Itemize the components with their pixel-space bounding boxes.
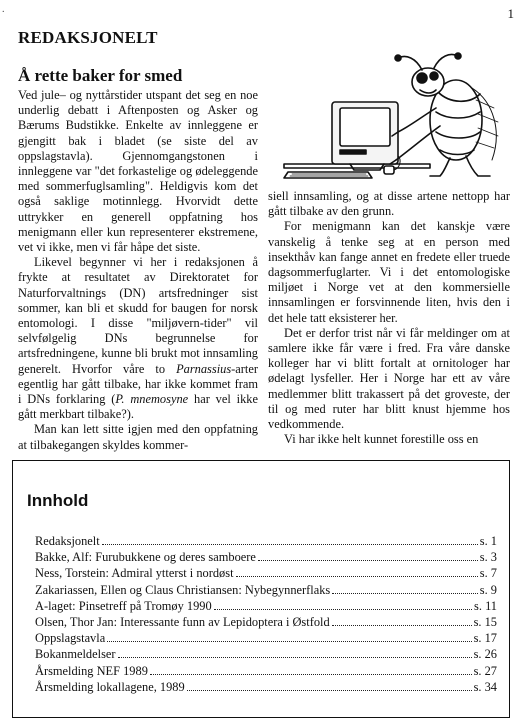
dot-leader [332, 593, 478, 594]
paragraph: For menigmann kan det kanskje være vanskelig å tenke seg at en person med insekthåv kan fange annet en fredete eller truede dagsommerfuglarter. Vi i det entomologiske miljøet i Norge vet at den kommersielle innsamlingen er forsvinnende liten, hvis den i det hele tatt eksisterer her. [268, 219, 510, 325]
toc-entry[interactable] [35, 582, 497, 598]
paragraph: Ved jule– og nyttårstider utspant det seg en noe underlig debatt i Aftenposten og Asker og Bærums Budstikke. Enkelte av innleggene er gjengitt bak i bladet (se siste del av oppslagstavla). Gjennomgangstonen i innleggene var "det forkastelige og ødeleggende med sommerfuglsamling". Heldigvis kom det også saklige motinnlegg. Hvorvidt dette uttrykker en generell oppfatning hos menigmann eller kun representerer ekstremene, vet vi ikke, men vi får håpe det siste. [18, 88, 258, 255]
toc-entry-title: Ness, Torstein: Admiral ytterst i nordøst [35, 566, 234, 581]
paragraph: Vi har ikke helt kunnet forestille oss en [284, 432, 479, 447]
toc-entry-title: Olsen, Thor Jan: Interessante funn av Lepidoptera i Østfold [35, 614, 330, 629]
dot-leader [118, 657, 472, 658]
toc-list [35, 533, 497, 695]
page-number: 1 [507, 6, 514, 21]
toc-entry[interactable] [35, 565, 497, 581]
toc-entry-page: s. 26 [473, 647, 497, 662]
toc-entry-page: s. 7 [479, 566, 497, 581]
corner-mark: . [2, 4, 5, 15]
paragraph: siell innsamling, og at disse artene nettopp har gått tilbake av den grunn. [268, 189, 510, 219]
toc-entry[interactable] [35, 679, 497, 695]
toc-entry-title: Oppslagstavla [35, 631, 106, 646]
article-column-right [268, 189, 510, 447]
dot-leader [332, 625, 472, 626]
toc-entry-title: A-laget: Pinsetreff på Tromøy 1990 [35, 598, 212, 613]
dot-leader [236, 576, 478, 577]
toc-title: Innhold [27, 491, 89, 510]
toc-entry-page: s. 27 [473, 663, 497, 678]
dot-leader [187, 690, 472, 691]
dot-leader [150, 674, 472, 675]
toc-entry-title: Årsmelding lokallagene, 1989 [35, 679, 185, 694]
section-title: REDAKSJONELT [18, 28, 158, 47]
table-of-contents [12, 460, 510, 718]
toc-entry[interactable] [35, 614, 497, 630]
toc-entry-page: s. 1 [479, 534, 497, 548]
species-name: Parnassius [176, 361, 232, 376]
toc-entry-page: s. 3 [479, 550, 497, 565]
toc-entry-page: s. 15 [473, 614, 497, 629]
toc-entry-page: s. 11 [474, 598, 497, 613]
toc-entry-title: Redaksjonelt [35, 534, 100, 548]
toc-entry-page: s. 9 [479, 582, 497, 597]
paragraph: Det er derfor trist når vi får meldinger om at samlere ikke får være i fred. Fra våre danske kolleger har vi blitt fortalt at ornitologer har ødelagt lysfeller. Her i Norge har ett av våre medlemmer blitt trakassert på det groveste, der til og med ruter har blitt knust hjemme hos vedkommende. [268, 325, 510, 432]
toc-entry-title: Zakariassen, Ellen og Claus Christiansen: Nybegynnerflaks [35, 582, 331, 597]
dot-leader [107, 641, 471, 642]
toc-entry-page: s. 17 [473, 631, 497, 646]
toc-entry[interactable] [35, 598, 497, 614]
toc-entry-title: Årsmelding NEF 1989 [35, 663, 148, 678]
paragraph [18, 255, 258, 422]
dot-leader [102, 544, 478, 545]
toc-entry[interactable] [35, 663, 497, 679]
dot-leader [214, 609, 472, 610]
toc-entry[interactable] [35, 630, 497, 646]
toc-entry-title: Bokanmeldelser [35, 647, 116, 662]
toc-entry[interactable] [35, 533, 497, 549]
paragraph-text: -arter egentlig har gått tilbake, har ikke kommet fram i DNs forklaring ( [18, 361, 258, 407]
toc-entry-title: Bakke, Alf: Furubukkene og deres samboere [35, 550, 256, 565]
paragraph-text: har vel ikke gått merkbart tilbake?). [18, 392, 259, 422]
toc-entry[interactable] [35, 646, 497, 662]
dot-leader [258, 560, 478, 561]
article-headline: Å rette baker for smed [18, 66, 183, 85]
toc-entry[interactable] [35, 549, 497, 565]
paragraph: Man kan lett sitte igjen med den oppfatning at tilbakegangen skyldes kommer- [18, 422, 258, 452]
insect-at-computer-drawing [280, 48, 508, 180]
toc-entry-page: s. 34 [473, 679, 497, 694]
article-column-left [18, 88, 258, 453]
species-name: P. mnemosyne [115, 392, 189, 407]
paragraph-text: Likevel begynner vi her i redaksjonen å frykte at resultatet av Direktoratet for Naturforvaltnings (DN) artsfredninger sist sommer, kan bli et skudd for baugen for norsk entomologi. I disse "miljøvern-tider" vil selvfølgelig DNs begrunnelse for artsfredningene, kunne bli brukt mot innsamling generelt. Hvorfor våre to [18, 255, 258, 376]
